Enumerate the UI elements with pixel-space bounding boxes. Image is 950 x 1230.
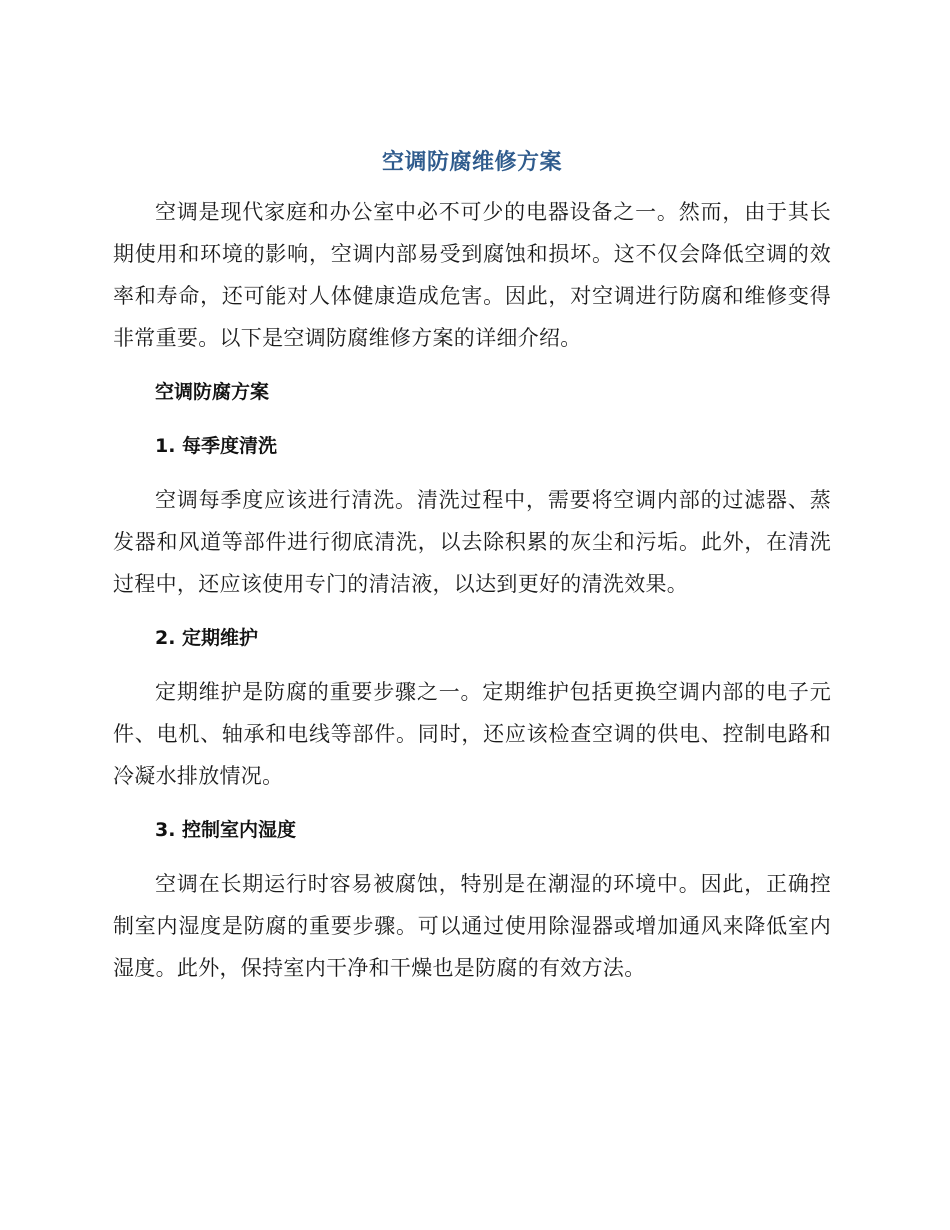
spacer <box>113 851 831 863</box>
spacer <box>113 659 831 671</box>
item-body-1: 空调每季度应该进行清洗。清洗过程中，需要将空调内部的过滤器、蒸发器和风道等部件进行彻底清洗，以去除积累的灰尘和污垢。此外，在清洗过程中，还应该使用专门的清洁液，以达到更好的清洗效果。 <box>113 488 831 596</box>
spacer <box>113 413 831 425</box>
item-body-3: 空调在长期运行时容易被腐蚀，特别是在潮湿的环境中。因此，正确控制室内湿度是防腐的重要步骤。可以通过使用除湿器或增加通风来降低室内湿度。此外，保持室内干净和干燥也是防腐的有效方法。 <box>113 872 831 980</box>
spacer <box>113 605 831 617</box>
item-body-2: 定期维护是防腐的重要步骤之一。定期维护包括更换空调内部的电子元件、电机、轴承和电线等部件。同时，还应该检查空调的供电、控制电路和冷凝水排放情况。 <box>113 680 831 788</box>
spacer <box>113 359 831 371</box>
item-heading-2: 2. 定期维护 <box>155 627 259 649</box>
intro-paragraph: 空调是现代家庭和办公室中必不可少的电器设备之一。然而，由于其长期使用和环境的影响，空调内部易受到腐蚀和损坏。这不仅会降低空调的效率和寿命，还可能对人体健康造成危害。因此，对空调进行防腐和维修变得非常重要。以下是空调防腐维修方案的详细介绍。 <box>113 200 831 350</box>
spacer <box>113 467 831 479</box>
document-body <box>113 147 831 989</box>
section-heading: 空调防腐方案 <box>155 381 270 403</box>
spacer <box>113 797 831 809</box>
item-heading-3: 3. 控制室内湿度 <box>155 819 297 841</box>
document-title: 空调防腐维修方案 <box>381 150 562 175</box>
item-heading-1: 1. 每季度清洗 <box>155 435 278 457</box>
